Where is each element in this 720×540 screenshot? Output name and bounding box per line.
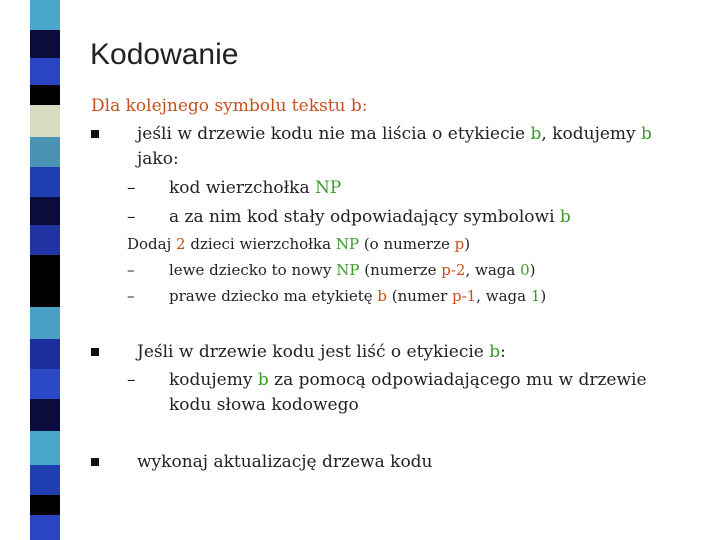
stripe [30, 85, 60, 105]
text: (numer [387, 287, 453, 305]
text: ) [540, 287, 547, 305]
right-child-line [169, 287, 546, 305]
sub-text: kod wierzchołka [169, 178, 316, 198]
p-label: p-1 [452, 287, 477, 305]
stripe [30, 339, 60, 369]
symbol-b: b [377, 287, 388, 305]
symbol-b: b [559, 207, 571, 227]
bullet1-sub2 [169, 207, 571, 227]
square-bullet-icon [91, 348, 99, 356]
dash-marker: – [127, 287, 135, 305]
bullet2-line1 [137, 342, 506, 362]
text: , waga [465, 261, 521, 279]
text: dzieci wierzchołka [185, 235, 336, 253]
slide-title: Kodowanie [90, 38, 239, 71]
square-bullet-icon [91, 458, 99, 466]
bullet3-line: wykonaj aktualizację drzewa kodu [137, 452, 433, 472]
text: ) [464, 235, 471, 253]
stripe [30, 167, 60, 197]
weight-value: 0 [520, 261, 530, 279]
sub-text: a za nim kod stały odpowiadający symbolowi [169, 207, 560, 227]
np-label: NP [315, 178, 342, 198]
bullet1-line1 [137, 124, 652, 144]
stripe [30, 369, 60, 399]
bullet1-text: , kodujemy [541, 124, 642, 144]
dash-marker: – [127, 261, 135, 279]
stripe [30, 515, 60, 540]
stripe [30, 255, 60, 307]
text: za pomocą odpowiadającego mu w drzewie [268, 370, 647, 390]
text: (numerze [359, 261, 442, 279]
add-children-line [127, 235, 470, 253]
stripe [30, 431, 60, 465]
bullet2-sub2: kodu słowa kodowego [169, 395, 359, 415]
symbol-b: b [489, 342, 501, 362]
stripe [30, 58, 60, 85]
text: Dodaj [127, 235, 177, 253]
stripe [30, 399, 60, 431]
text: Jeśli w drzewie kodu jest liść o etykiecie [137, 342, 490, 362]
square-bullet-icon [91, 130, 99, 138]
dash-marker: – [127, 178, 136, 198]
stripe [30, 105, 60, 137]
np-label: NP [335, 235, 360, 253]
count-2: 2 [176, 235, 186, 253]
text: kodujemy [169, 370, 258, 390]
text: , waga [476, 287, 531, 305]
text: lewe dziecko to nowy [169, 261, 337, 279]
stripe [30, 137, 60, 167]
text: : [500, 342, 506, 362]
symbol-b: b [530, 124, 542, 144]
text: (o numerze [359, 235, 455, 253]
stripe [30, 307, 60, 339]
np-label: NP [336, 261, 360, 279]
dash-marker: – [127, 207, 136, 227]
bullet1-sub1 [169, 178, 341, 198]
symbol-b: b [257, 370, 269, 390]
bullet1-line2: jako: [137, 149, 179, 169]
stripe [30, 225, 60, 255]
bullet2-sub1 [169, 370, 647, 390]
symbol-b: b [641, 124, 652, 144]
stripe [30, 197, 60, 225]
left-child-line [169, 261, 535, 279]
text: prawe dziecko ma etykietę [169, 287, 378, 305]
dash-marker: – [127, 370, 136, 390]
p-label: p [454, 235, 465, 253]
stripe [30, 465, 60, 495]
text: ) [529, 261, 536, 279]
p-label: p-2 [441, 261, 466, 279]
weight-value: 1 [530, 287, 541, 305]
stripe [30, 0, 60, 30]
intro-text: Dla kolejnego symbolu tekstu b: [91, 96, 368, 116]
stripe [30, 30, 60, 58]
bullet1-text: jeśli w drzewie kodu nie ma liścia o etykiecie [137, 124, 531, 144]
decorative-stripe-bar [30, 0, 60, 540]
stripe [30, 495, 60, 515]
